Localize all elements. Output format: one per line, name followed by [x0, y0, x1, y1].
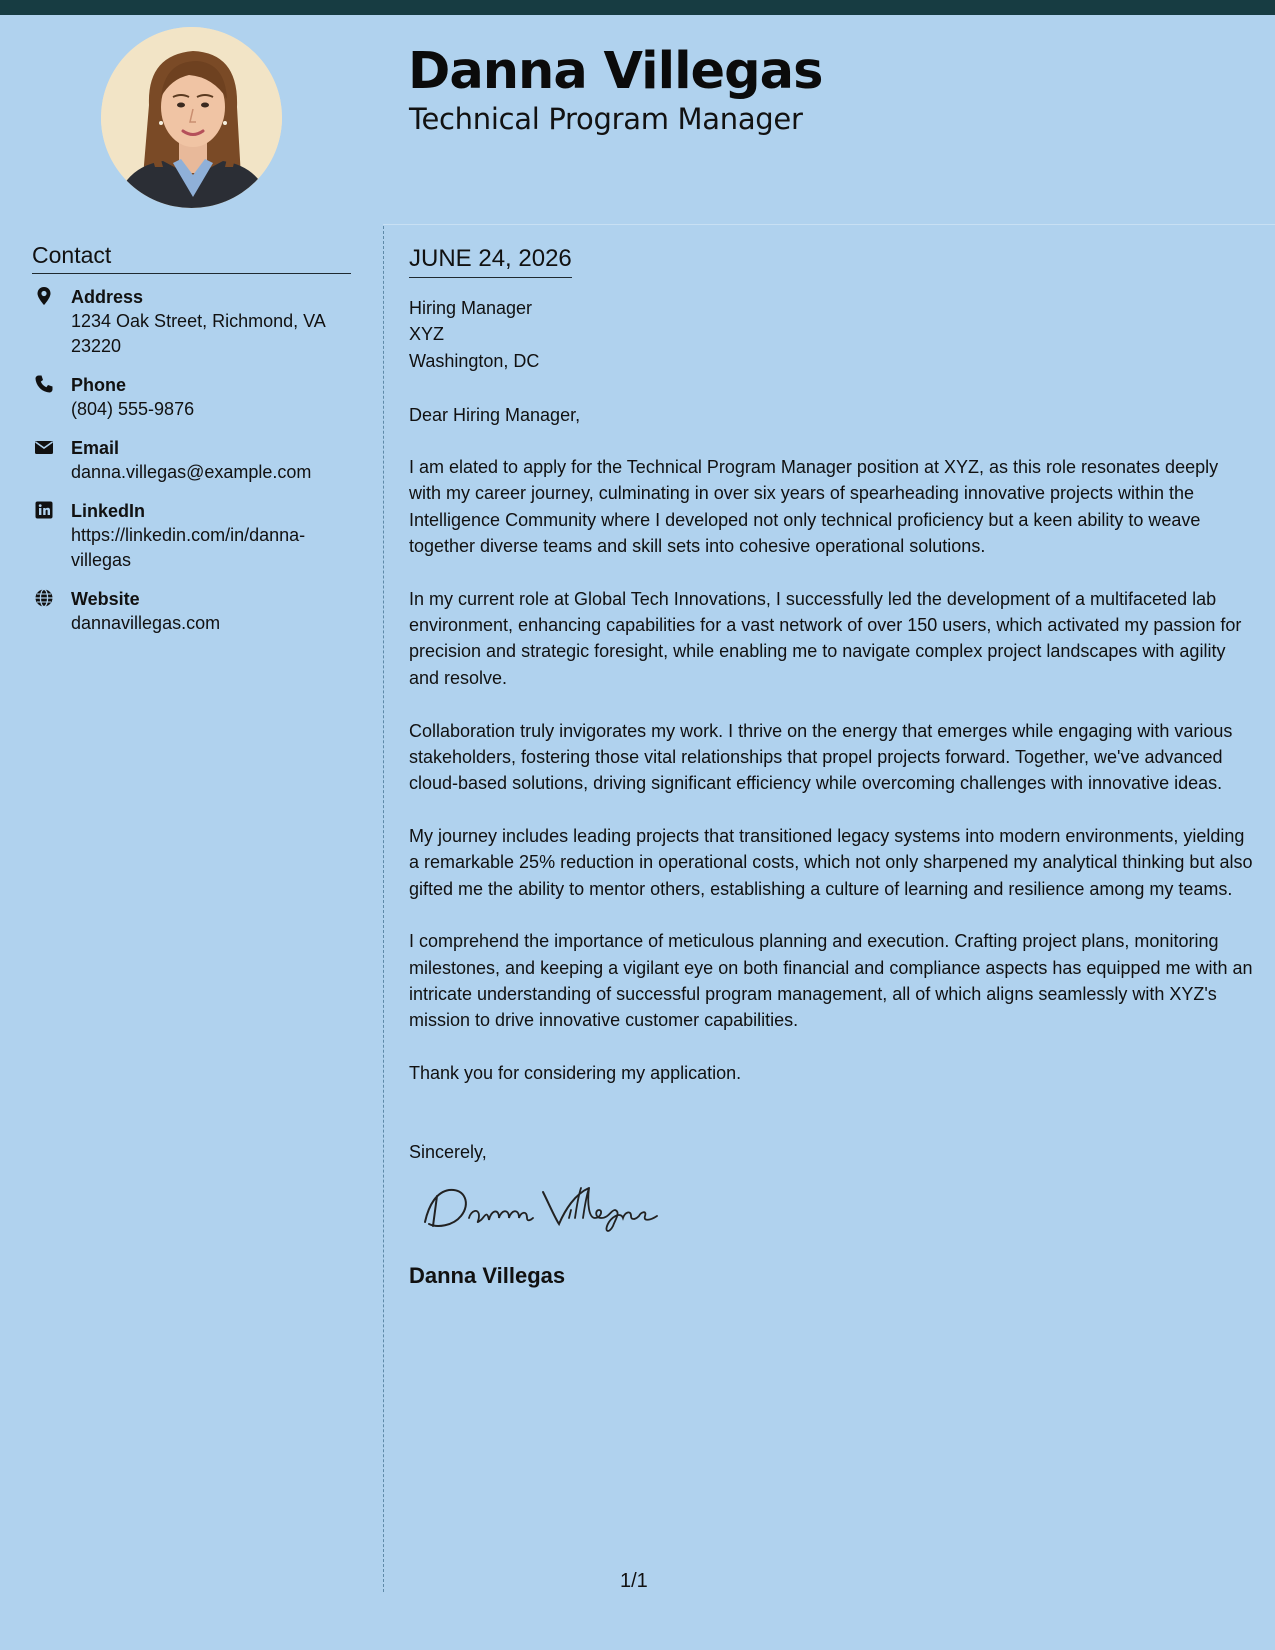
contact-label: LinkedIn — [71, 501, 146, 521]
handwritten-signature — [419, 1174, 669, 1240]
signed-name: Danna Villegas — [409, 1262, 566, 1288]
body-paragraph: I comprehend the importance of meticulous planning and execution. Crafting project plans, monitoring milestones, and keeping a vigilant eye on both financial and compliance aspects has equipped me with an intricate understanding of successful program management, all of which aligns seamlessly with XYZ's mission to drive innovative customer capabilities. — [409, 931, 1253, 1031]
column-divider — [383, 226, 384, 1592]
closing-thanks: Thank you for considering my application. — [409, 1063, 742, 1084]
header-divider — [383, 224, 1275, 225]
profile-photo — [101, 27, 282, 208]
contact-label: Email — [71, 438, 120, 458]
body-paragraph: In my current role at Global Tech Innovations, I successfully led the development of a multifaceted lab environment, enhancing capabilities for a vast network of over 150 users, which activated my passion for precision and strategic foresight, while enabling me to navigate complex project landscapes with agility and resolve. — [409, 588, 1242, 688]
recipient-line: XYZ — [409, 324, 445, 345]
envelope-icon — [34, 437, 54, 457]
address-value: 1234 Oak Street, Richmond, VA 23220 — [71, 311, 325, 356]
salutation: Dear Hiring Manager, — [409, 404, 581, 425]
signoff: Sincerely, — [409, 1142, 487, 1163]
candidate-name: Danna Villegas — [408, 42, 823, 101]
website-value: dannavillegas.com — [71, 613, 221, 633]
letter-date: JUNE 24, 2026 — [409, 244, 572, 278]
email-value: danna.villegas@example.com — [71, 462, 312, 482]
globe-icon — [34, 588, 54, 608]
body-paragraph: My journey includes leading projects that transitioned legacy systems into modern environments, yielding a remarkable 25% reduction in operational costs, which not only sharpened my analytical thinking but also gifted me the ability to mentor others, establishing a culture of learning and resilience among my teams. — [409, 825, 1253, 899]
contact-item-address — [32, 285, 351, 359]
contact-label: Website — [71, 589, 140, 609]
candidate-title: Technical Program Manager — [409, 102, 803, 136]
phone-value: (804) 555-9876 — [71, 399, 195, 419]
linkedin-value: https://linkedin.com/in/danna-villegas — [71, 525, 306, 570]
contact-item-linkedin — [32, 499, 351, 573]
body-paragraph: Collaboration truly invigorates my work. I thrive on the energy that emerges while engaging with various stakeholders, fostering those vital relationships that propel projects forward. Together, we've advanced cloud-based solutions, driving significant efficiency while overcoming challenges with innovative ideas. — [409, 720, 1233, 794]
contact-item-email — [32, 436, 351, 485]
phone-icon — [34, 374, 54, 394]
recipient-line: Hiring Manager — [409, 298, 533, 318]
contact-list — [32, 285, 351, 650]
contact-item-phone — [32, 373, 351, 422]
linkedin-icon — [34, 500, 54, 520]
letter-body — [409, 244, 1254, 1290]
top-accent-bar — [0, 0, 1275, 15]
location-pin-icon — [34, 286, 54, 306]
recipient-line: Washington, DC — [409, 350, 540, 371]
contact-label: Address — [71, 287, 144, 307]
recipient-block — [409, 295, 1254, 374]
portrait-image — [101, 27, 282, 208]
contact-label: Phone — [71, 375, 127, 395]
body-paragraph: I am elated to apply for the Technical Program Manager position at XYZ, as this role resonates deeply with my career journey, culminating in over six years of spearheading innovative projects within the Intelligence Community where I developed not only technical proficiency but a keen ability to weave together diverse teams and skill sets into cohesive operational solutions. — [409, 457, 1219, 557]
contact-item-website — [32, 587, 351, 636]
contact-heading: Contact — [32, 242, 351, 274]
page-number: 1/1 — [620, 1570, 648, 1592]
